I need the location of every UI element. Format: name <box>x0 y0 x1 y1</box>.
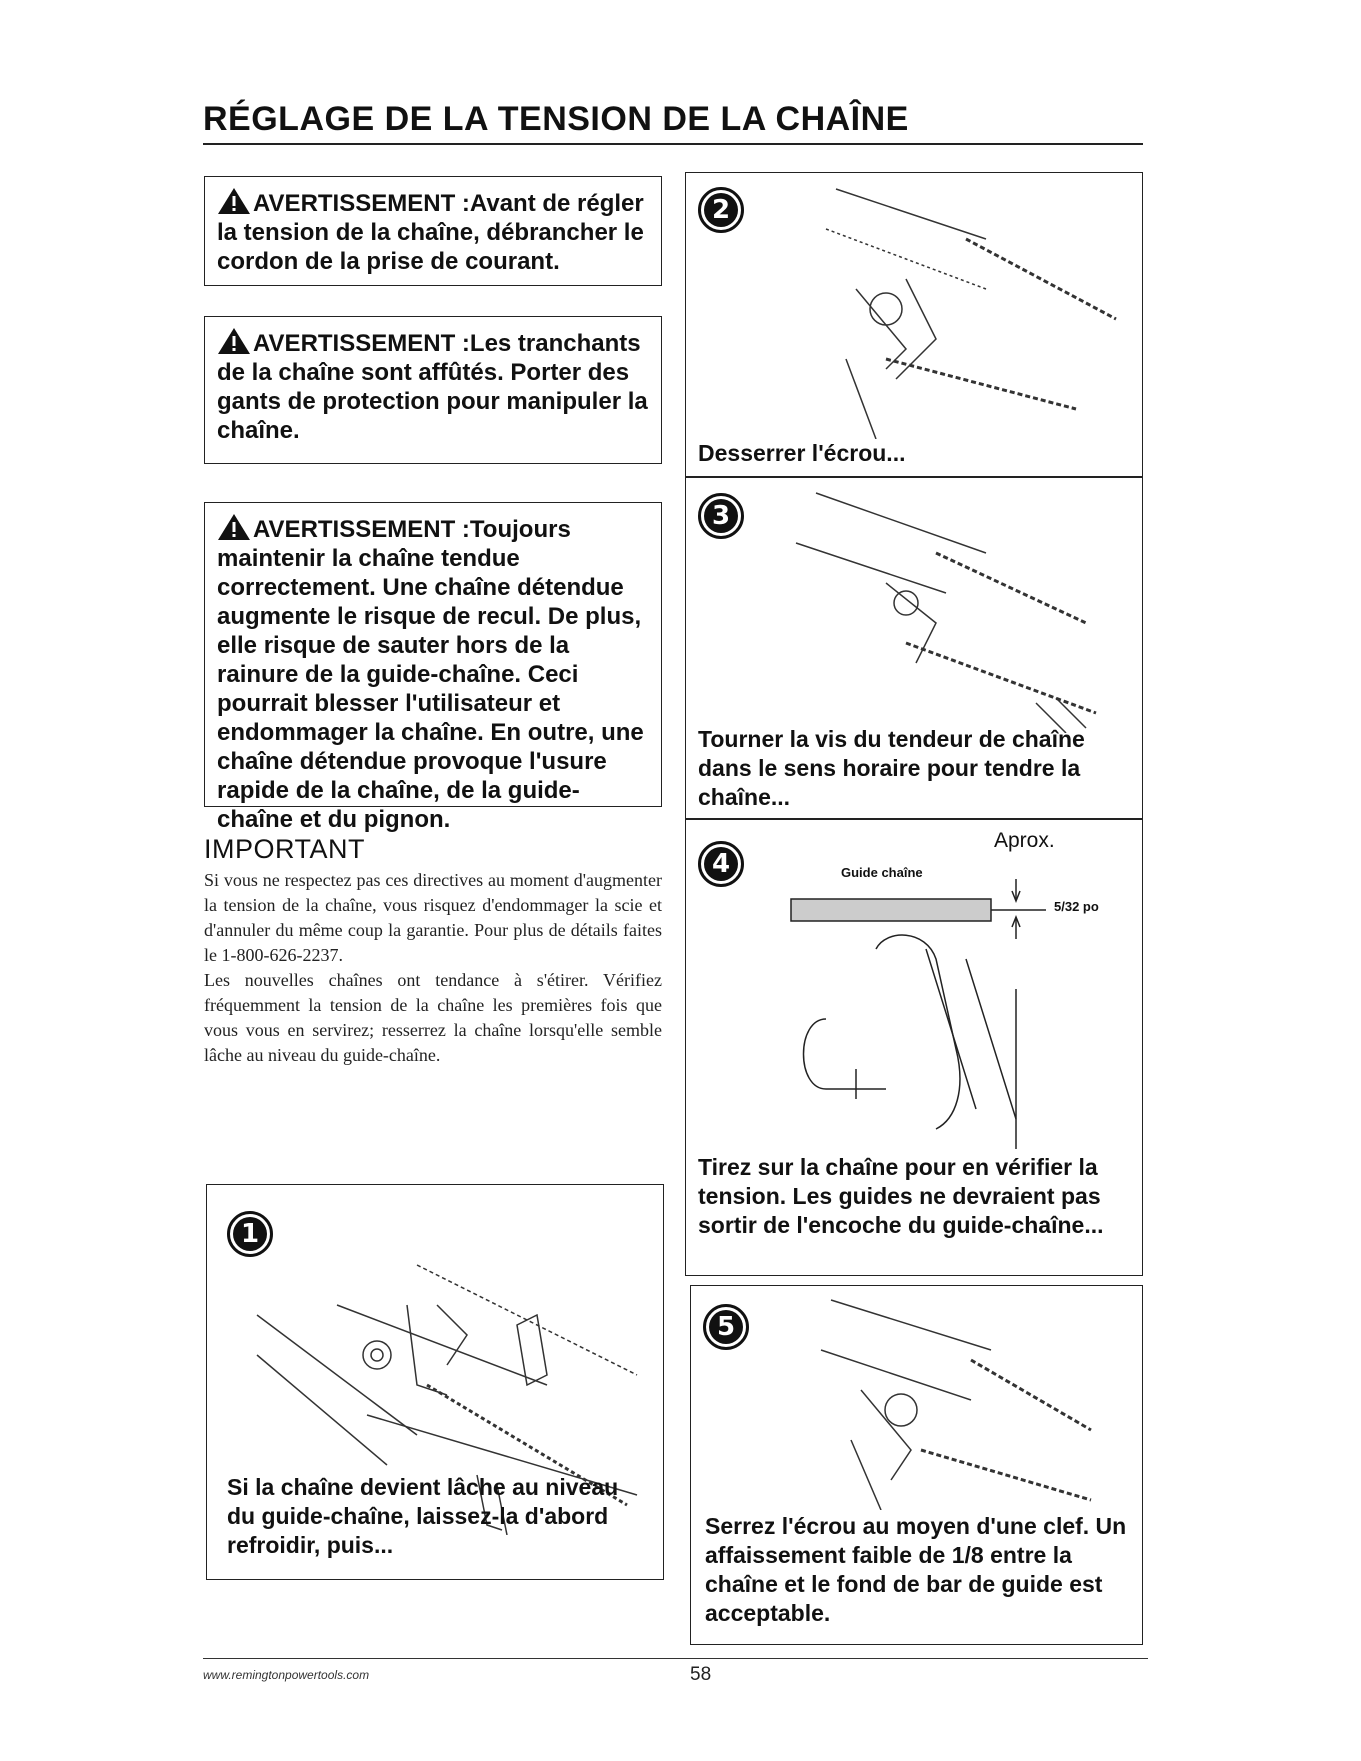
page-title: RÉGLAGE DE LA TENSION DE LA CHAÎNE <box>203 100 909 138</box>
footer-url: www.remingtonpowertools.com <box>203 1668 370 1682</box>
step-number-badge: 5 <box>703 1304 749 1350</box>
chainsaw-nut-illustration <box>736 179 1136 439</box>
step-number-badge: 4 <box>698 841 744 887</box>
warning-label: AVERTISSEMENT <box>253 190 456 217</box>
important-body <box>204 868 662 1068</box>
step-number-badge: 2 <box>698 187 744 233</box>
footer-rule <box>203 1658 1148 1659</box>
step-number-badge: 1 <box>227 1211 273 1257</box>
hand-pulling-chain-illustration <box>786 869 1146 1159</box>
page-number: 58 <box>690 1664 712 1685</box>
warning-text: :Les tranchants de la chaîne sont affûtés. Porter des gants de protection pour manipuler la chaîne. <box>217 330 648 444</box>
measurement-label: 5/32 po <box>1054 899 1099 914</box>
aprox-label: Aprox. <box>994 829 1055 852</box>
step-2-panel <box>685 172 1143 478</box>
important-heading: IMPORTANT <box>204 834 366 864</box>
step-caption: Si la chaîne devient lâche au niveau du guide-chaîne, laissez-la d'abord refroidir, puis... <box>227 1474 619 1558</box>
warning-sharp-chain <box>204 316 662 464</box>
step-4-panel <box>685 818 1143 1276</box>
step-caption: Desserrer l'écrou... <box>698 440 906 466</box>
step-caption: Serrez l'écrou au moyen d'une clef. Un affaissement faible de 1/8 entre la chaîne et le fond de bar de guide est acceptable. <box>705 1513 1127 1626</box>
warning-triangle-icon <box>217 187 251 215</box>
step-1-panel <box>206 1184 664 1580</box>
title-rule <box>203 143 1143 145</box>
step-caption: Tirez sur la chaîne pour en vérifier la tension. Les guides ne devraient pas sortir de l'encoche du guide-chaîne... <box>698 1154 1104 1238</box>
warning-label: AVERTISSEMENT <box>253 330 456 357</box>
warning-triangle-icon <box>217 513 251 541</box>
step-caption: Tourner la vis du tendeur de chaîne dans le sens horaire pour tendre la chaîne... <box>698 726 1085 810</box>
warning-triangle-icon <box>217 327 251 355</box>
warning-text: :Toujours maintenir la chaîne tendue correctement. Une chaîne détendue augmente le risque de recul. De plus, elle risque de sauter hors de la rainure de la guide-chaîne. Ceci pourrait blesser l'utilisateur et endommager la chaîne. En outre, une chaîne détendue provoque l'usure rapide de la chaîne, de la guide-chaîne et du pignon. <box>217 516 644 833</box>
warning-label: AVERTISSEMENT <box>253 516 456 543</box>
step-3-panel <box>685 476 1143 820</box>
warning-unplug <box>204 176 662 286</box>
warning-chain-tension <box>204 502 662 833</box>
important-paragraph: Si vous ne respectez pas ces directives au moment d'augmenter la tension de la chaîne, vous risquez d'endommager la scie et d'annuler du même coup la garantie. Pour plus de détails faites le 1-800-626-2237. <box>204 870 662 965</box>
warning-text: :Avant de régler la tension de la chaîne, débrancher le cordon de la prise de courant. <box>217 190 644 275</box>
wrench-tightening-illustration <box>751 1290 1131 1510</box>
step-number-badge: 3 <box>698 493 744 539</box>
step-5-panel <box>690 1285 1143 1645</box>
important-paragraph: Les nouvelles chaînes ont tendance à s'étirer. Vérifiez fréquemment la tension de la chaîne les premières fois que vous vous en servirez; resserrez la chaîne lorsqu'elle semble lâche au niveau du guide-chaîne. <box>204 970 662 1065</box>
guide-chain-label: Guide chaîne <box>841 865 923 880</box>
chain-tensioner-illustration <box>736 483 1136 733</box>
